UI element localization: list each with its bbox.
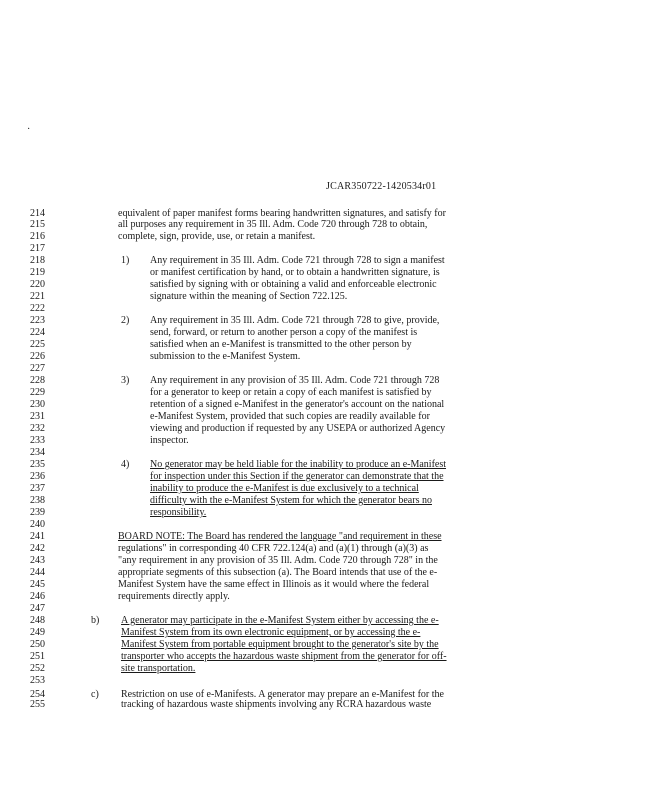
line-number: 221 — [30, 291, 45, 302]
line-number: 231 — [30, 411, 45, 422]
line-row — [0, 675, 671, 687]
item-marker: 2) — [121, 315, 130, 326]
line-number: 249 — [30, 627, 45, 638]
item-marker: 1) — [121, 255, 130, 266]
line-row — [0, 351, 671, 363]
line-row — [0, 399, 671, 411]
line-number: 250 — [30, 639, 45, 650]
line-number: 222 — [30, 303, 45, 314]
line-number: 226 — [30, 351, 45, 362]
line-number: 239 — [30, 507, 45, 518]
line-text: Manifest System from portable equipment brought to the generator's site by the — [121, 639, 439, 650]
line-text: or manifest certification by hand, or to obtain a handwritten signature, is — [150, 267, 440, 278]
line-text: transporter who accepts the hazardous waste shipment from the generator for off- — [121, 651, 447, 662]
line-number: 218 — [30, 255, 45, 266]
line-row — [0, 447, 671, 459]
line-text: Restriction on use of e-Manifests. A generator may prepare an e-Manifest for the — [121, 689, 444, 700]
line-number: 241 — [30, 531, 45, 542]
line-text: inability to produce the e-Manifest is due exclusively to a technical — [150, 483, 419, 494]
line-text: tracking of hazardous waste shipments involving any RCRA hazardous waste — [121, 699, 432, 710]
line-row — [0, 639, 671, 651]
line-number: 253 — [30, 675, 45, 686]
line-text: BOARD NOTE: The Board has rendered the language "and requirement in these — [118, 531, 442, 542]
line-text: Any requirement in 35 Ill. Adm. Code 721 through 728 to sign a manifest — [150, 255, 445, 266]
line-text: requirements directly apply. — [118, 591, 230, 602]
line-text: satisfied by signing with or obtaining a valid and enforceable electronic — [150, 279, 437, 290]
line-text: retention of a signed e-Manifest in the generator's account on the national — [150, 399, 445, 410]
stray-mark: · — [27, 124, 31, 135]
line-row — [0, 291, 671, 303]
line-number: 217 — [30, 243, 45, 254]
line-row — [0, 651, 671, 663]
line-number: 251 — [30, 651, 45, 662]
line-row — [0, 603, 671, 615]
line-row — [0, 627, 671, 639]
line-text: all purposes any requirement in 35 Ill. Adm. Code 720 through 728 to obtain, — [118, 219, 428, 230]
document-id: JCAR350722-1420534r01 — [326, 181, 437, 192]
line-row — [0, 423, 671, 435]
line-row — [0, 375, 671, 387]
line-row — [0, 591, 671, 603]
line-row — [0, 567, 671, 579]
line-text: No generator may be held liable for the inability to produce an e-Manifest — [150, 459, 447, 470]
item-marker: 4) — [121, 459, 130, 470]
line-text: send, forward, or return to another person a copy of the manifest is — [150, 327, 418, 338]
line-number: 236 — [30, 471, 45, 482]
line-row — [0, 507, 671, 519]
line-number: 255 — [30, 699, 45, 710]
line-number: 254 — [30, 689, 45, 700]
line-number: 225 — [30, 339, 45, 350]
line-text: Manifest System have the same effect in Illinois as it would where the federal — [118, 579, 430, 590]
line-row — [0, 459, 671, 471]
line-text: A generator may participate in the e-Manifest System either by accessing the e- — [121, 615, 439, 626]
line-row — [0, 435, 671, 447]
line-row — [0, 255, 671, 267]
line-number: 234 — [30, 447, 45, 458]
line-number: 216 — [30, 231, 45, 242]
line-number: 246 — [30, 591, 45, 602]
line-row — [0, 303, 671, 315]
line-number: 220 — [30, 279, 45, 290]
line-row — [0, 519, 671, 531]
line-number: 237 — [30, 483, 45, 494]
line-number: 214 — [30, 208, 45, 219]
line-number: 243 — [30, 555, 45, 566]
line-number: 244 — [30, 567, 45, 578]
line-number: 248 — [30, 615, 45, 626]
line-text: submission to the e-Manifest System. — [150, 351, 301, 362]
line-text: Manifest System from its own electronic equipment, or by accessing the e- — [121, 627, 421, 638]
line-row — [0, 231, 671, 243]
line-text: equivalent of paper manifest forms bearing handwritten signatures, and satisfy for — [118, 208, 446, 219]
line-number: 232 — [30, 423, 45, 434]
line-text: site transportation. — [121, 663, 196, 674]
item-marker: c) — [91, 689, 99, 700]
line-text: e-Manifest System, provided that such copies are readily available for — [150, 411, 430, 422]
line-text: complete, sign, provide, use, or retain a manifest. — [118, 231, 316, 242]
line-number: 215 — [30, 219, 45, 230]
line-text: responsibility. — [150, 507, 207, 518]
line-number: 235 — [30, 459, 45, 470]
line-row — [0, 615, 671, 627]
line-number: 228 — [30, 375, 45, 386]
line-row — [0, 411, 671, 423]
line-text: satisfied when an e-Manifest is transmitted to the other person by — [150, 339, 412, 350]
line-text: for inspection under this Section if the generator can demonstrate that the — [150, 471, 444, 482]
line-text: appropriate segments of this subsection (a). The Board intends that use of the e- — [118, 567, 438, 578]
line-text: "any requirement in any provision of 35 Ill. Adm. Code 720 through 728" in the — [118, 555, 438, 566]
line-row — [0, 243, 671, 255]
line-text: inspector. — [150, 435, 189, 446]
line-number: 227 — [30, 363, 45, 374]
line-number: 233 — [30, 435, 45, 446]
line-row — [0, 555, 671, 567]
line-row — [0, 387, 671, 399]
line-text: Any requirement in any provision of 35 Ill. Adm. Code 721 through 728 — [150, 375, 440, 386]
line-number: 245 — [30, 579, 45, 590]
line-row — [0, 495, 671, 507]
line-number: 247 — [30, 603, 45, 614]
line-row — [0, 219, 671, 231]
line-number: 252 — [30, 663, 45, 674]
line-number: 223 — [30, 315, 45, 326]
line-text: regulations" in corresponding 40 CFR 722.124(a) and (a)(1) through (a)(3) as — [118, 543, 429, 554]
line-number: 242 — [30, 543, 45, 554]
line-text: viewing and production if requested by any USEPA or authorized Agency — [150, 423, 446, 434]
item-marker: b) — [91, 615, 100, 626]
item-marker: 3) — [121, 375, 130, 386]
line-row — [0, 363, 671, 375]
line-row — [0, 699, 671, 711]
line-row — [0, 579, 671, 591]
line-text: Any requirement in 35 Ill. Adm. Code 721 through 728 to give, provide, — [150, 315, 440, 326]
line-text: signature within the meaning of Section 722.125. — [150, 291, 348, 302]
line-row — [0, 471, 671, 483]
line-row — [0, 543, 671, 555]
line-row — [0, 327, 671, 339]
line-number: 229 — [30, 387, 45, 398]
line-row — [0, 339, 671, 351]
line-number: 224 — [30, 327, 45, 338]
line-text: for a generator to keep or retain a copy of each manifest is satisfied by — [150, 387, 432, 398]
line-text: difficulty with the e-Manifest System for which the generator bears no — [150, 495, 432, 506]
line-number: 219 — [30, 267, 45, 278]
line-number: 230 — [30, 399, 45, 410]
line-row — [0, 267, 671, 279]
line-row — [0, 531, 671, 543]
line-row — [0, 315, 671, 327]
line-row — [0, 279, 671, 291]
line-number: 240 — [30, 519, 45, 530]
line-row — [0, 663, 671, 675]
line-row — [0, 483, 671, 495]
line-number: 238 — [30, 495, 45, 506]
